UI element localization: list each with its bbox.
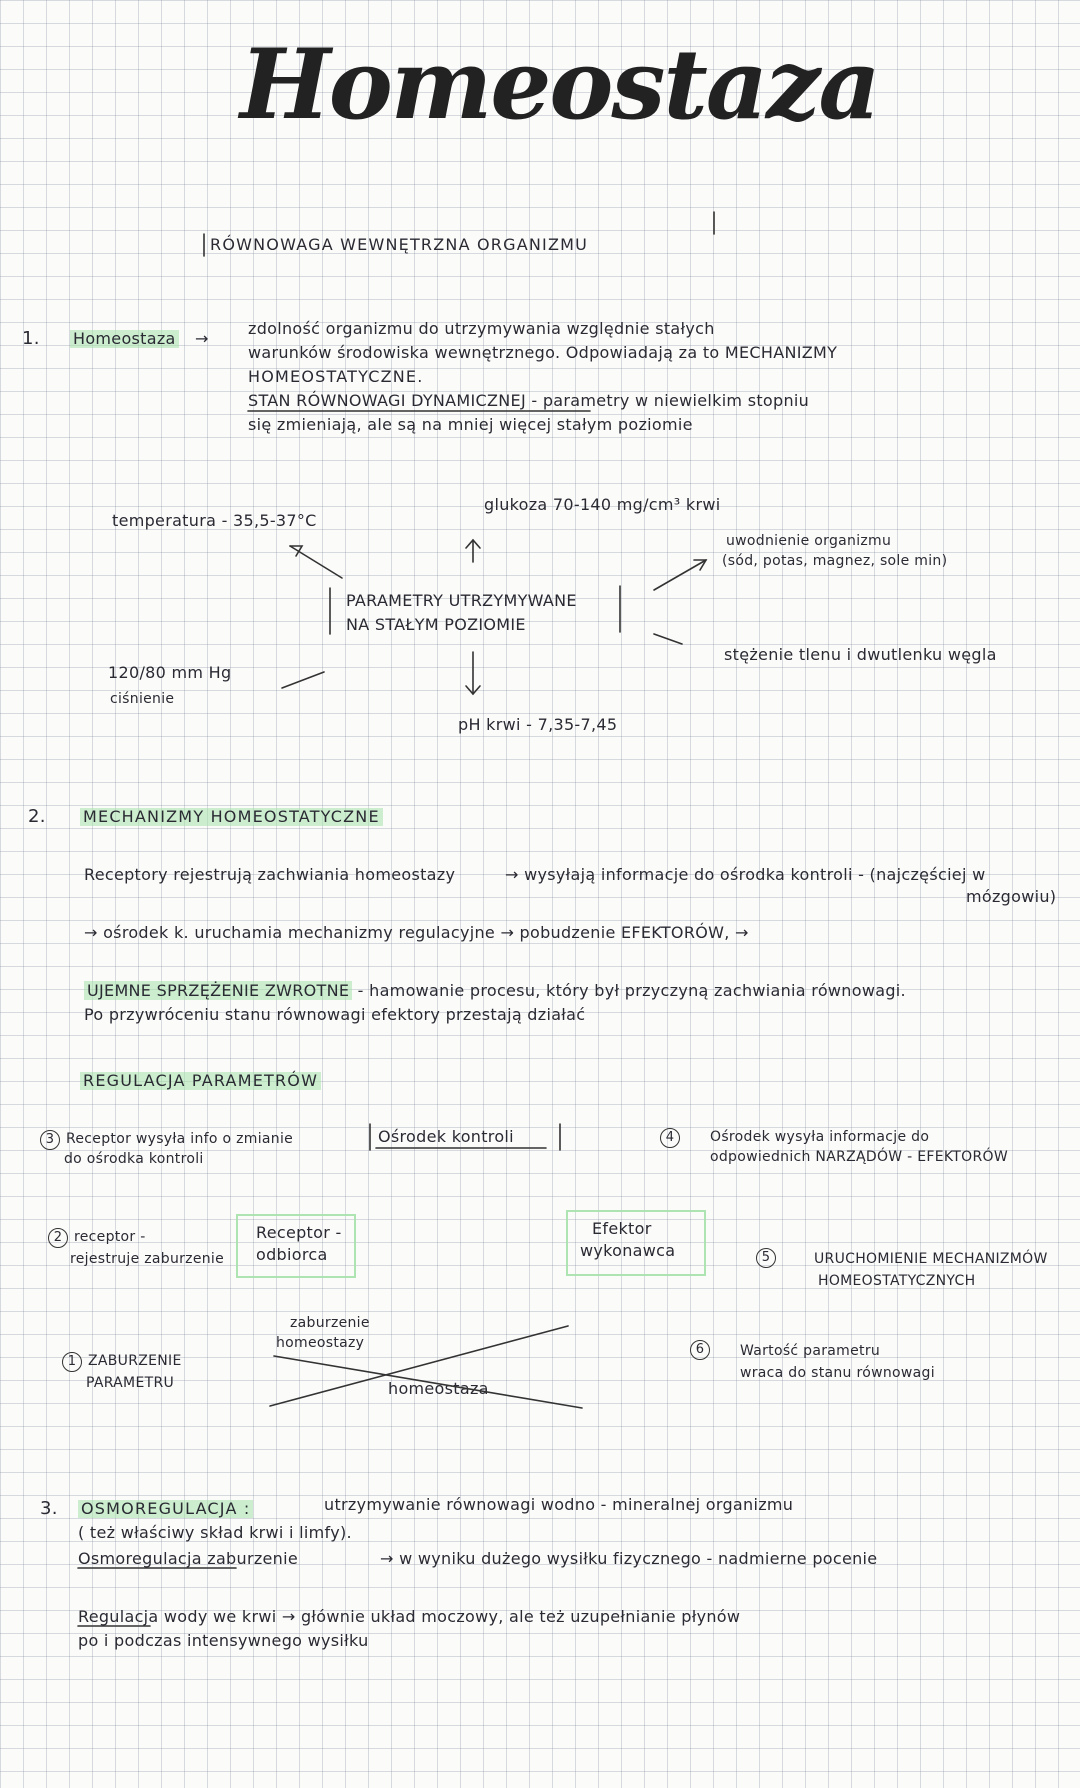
- text-line: Osmoregulacja zaburzenie: [78, 1549, 299, 1568]
- definition-line: warunków środowiska wewnętrznego. Odpowiadają za to MECHANIZMY: [248, 343, 838, 362]
- page-title: Homeostaza: [240, 28, 879, 141]
- step-2-text: receptor -: [74, 1229, 146, 1245]
- text-line: Regulacja wody we krwi → głównie układ moczowy, ale też uzupełnianie płynów: [78, 1607, 741, 1626]
- text-line: ( też właściwy skład krwi i limfy).: [78, 1523, 352, 1542]
- section-2-heading: MECHANIZMY HOMEOSTATYCZNE: [80, 808, 383, 826]
- text-line: → ośrodek k. uruchamia mechanizmy regulacyjne → pobudzenie EFEKTORÓW, →: [84, 923, 749, 942]
- step-number: 5: [756, 1248, 776, 1268]
- text-line: po i podczas intensywnego wysiłku: [78, 1631, 369, 1650]
- param-gases: stężenie tlenu i dwutlenku węgla: [724, 645, 997, 664]
- arrow-icon: →: [195, 329, 209, 348]
- page-subtitle: RÓWNOWAGA WEWNĘTRZNA ORGANIZMU: [210, 235, 589, 254]
- param-ph: pH krwi - 7,35-7,45: [458, 715, 618, 734]
- param-pressure-label: ciśnienie: [110, 691, 175, 707]
- regulation-heading: REGULACJA PARAMETRÓW: [80, 1072, 321, 1090]
- text-line: utrzymywanie równowagi wodno - mineralnej organizmu: [324, 1495, 794, 1514]
- param-hydration-detail: (sód, potas, magnez, sole min): [722, 553, 948, 569]
- text-line: Po przywróceniu stanu równowagi efektory przestają działać: [84, 1005, 586, 1024]
- step-4-text: Ośrodek wysyła informacje do: [710, 1129, 930, 1145]
- step-number: 2: [48, 1228, 68, 1248]
- negative-feedback-text: - hamowanie procesu, który był przyczyną zachwiania równowagi.: [352, 981, 906, 1000]
- section-1-number: 1.: [22, 328, 40, 349]
- step-3-text: Receptor wysyła info o zmianie: [66, 1131, 294, 1147]
- definition-line: HOMEOSTATYCZNE.: [248, 367, 424, 386]
- step-6-text: wraca do stanu równowagi: [740, 1365, 935, 1381]
- center-node-line1: PARAMETRY UTRZYMYWANE: [346, 591, 577, 610]
- section-3-number: 3.: [40, 1498, 58, 1519]
- center-node-line2: NA STAŁYM POZIOMIE: [346, 615, 526, 634]
- control-center-node: Ośrodek kontroli: [378, 1127, 514, 1146]
- disturbance-label: zaburzenie: [290, 1315, 370, 1331]
- definition-line: zdolność organizmu do utrzymywania względnie stałych: [248, 319, 715, 338]
- effector-label: wykonawca: [580, 1241, 676, 1260]
- step-number: 4: [660, 1128, 680, 1148]
- step-number: 6: [690, 1340, 710, 1360]
- step-number: 1: [62, 1352, 82, 1372]
- text-line: mózgowiu): [966, 887, 1057, 906]
- step-5-text: HOMEOSTATYCZNYCH: [818, 1273, 976, 1289]
- homeostasis-label: homeostaza: [388, 1379, 489, 1398]
- text-line: Receptory rejestrują zachwiania homeostazy: [84, 865, 456, 884]
- section-2-number: 2.: [28, 806, 46, 827]
- text-line: → w wyniku dużego wysiłku fizycznego - nadmierne pocenie: [380, 1549, 878, 1568]
- step-6-text: Wartość parametru: [740, 1343, 881, 1359]
- param-glucose: glukoza 70-140 mg/cm³ krwi: [484, 495, 721, 514]
- step-3-text: do ośrodka kontroli: [64, 1151, 204, 1167]
- step-2-text: rejestruje zaburzenie: [70, 1251, 225, 1267]
- negative-feedback-label: UJEMNE SPRZĘŻENIE ZWROTNE: [84, 981, 352, 1000]
- receptor-label: Receptor -: [256, 1223, 342, 1242]
- step-4-text: odpowiednich NARZĄDÓW - EFEKTORÓW: [710, 1149, 1008, 1165]
- definition-line: się zmieniają, ale są na mniej więcej stałym poziomie: [248, 415, 693, 434]
- param-temperature: temperatura - 35,5-37°C: [112, 511, 317, 530]
- step-1-text: PARAMETRU: [86, 1375, 175, 1391]
- param-hydration: uwodnienie organizmu: [726, 533, 892, 549]
- param-pressure: 120/80 mm Hg: [108, 663, 232, 682]
- step-5-text: URUCHOMIENIE MECHANIZMÓW: [814, 1251, 1048, 1267]
- section-3-heading: OSMOREGULACJA :: [78, 1500, 253, 1518]
- effector-label: Efektor: [592, 1219, 652, 1238]
- text-line: → wysyłają informacje do ośrodka kontroli - (najczęściej w: [505, 865, 986, 884]
- step-1-text: ZABURZENIE: [88, 1353, 182, 1369]
- disturbance-label: homeostazy: [276, 1335, 365, 1351]
- definition-line: STAN RÓWNOWAGI DYNAMICZNEJ - parametry w niewielkim stopniu: [248, 391, 810, 410]
- receptor-label: odbiorca: [256, 1245, 328, 1264]
- step-number: 3: [40, 1130, 60, 1150]
- section-1-label: Homeostaza: [70, 330, 179, 348]
